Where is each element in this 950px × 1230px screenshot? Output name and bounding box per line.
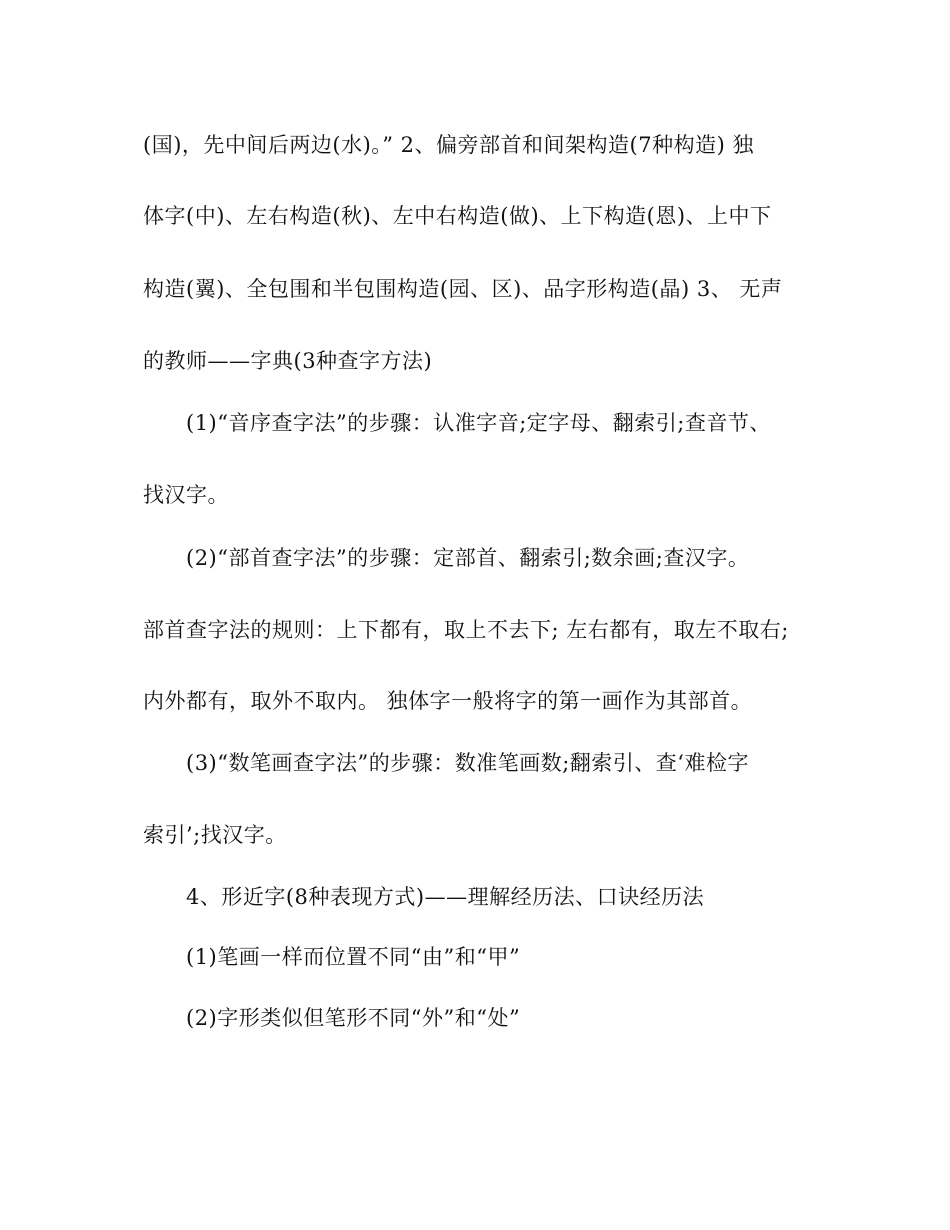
text-line: 的教师——字典(3种查字方法): [143, 349, 433, 373]
text-line: 内外都有，取外不取内。 独体字一般将字的第一画作为其部首。: [143, 689, 753, 713]
text-line: 找汉字。: [143, 483, 229, 507]
text-line: (1)“音序查字法”的步骤：认准字音;定字母、翻索引;查音节、: [186, 411, 771, 435]
text-line: (3)“数笔画查字法”的步骤：数准笔画数;翻索引、查‘难检字: [186, 751, 749, 775]
text-line: (国)，先中间后两边(水)。” 2、偏旁部首和间架构造(7种构造) 独: [143, 133, 754, 157]
text-line: 4、形近字(8种表现方式)——理解经历法、口诀经历法: [186, 885, 705, 909]
text-line: (2)字形类似但笔形不同“外”和“处”: [186, 1006, 521, 1030]
text-line: 部首查字法的规则：上下都有，取上不去下; 左右都有，取左不取右;: [143, 618, 789, 642]
text-line: 体字(中)、左右构造(秋)、左中右构造(做)、上下构造(恩)、上中下: [143, 204, 772, 228]
text-line: 构造(翼)、全包围和半包围构造(园、区)、品字形构造(晶) 3、 无声: [143, 277, 783, 301]
text-line: (2)“部首查字法”的步骤：定部首、翻索引;数余画;查汉字。: [186, 546, 750, 570]
text-line: 索引’;找汉字。: [143, 823, 287, 847]
text-line: (1)笔画一样而位置不同“由”和“甲”: [186, 945, 521, 969]
